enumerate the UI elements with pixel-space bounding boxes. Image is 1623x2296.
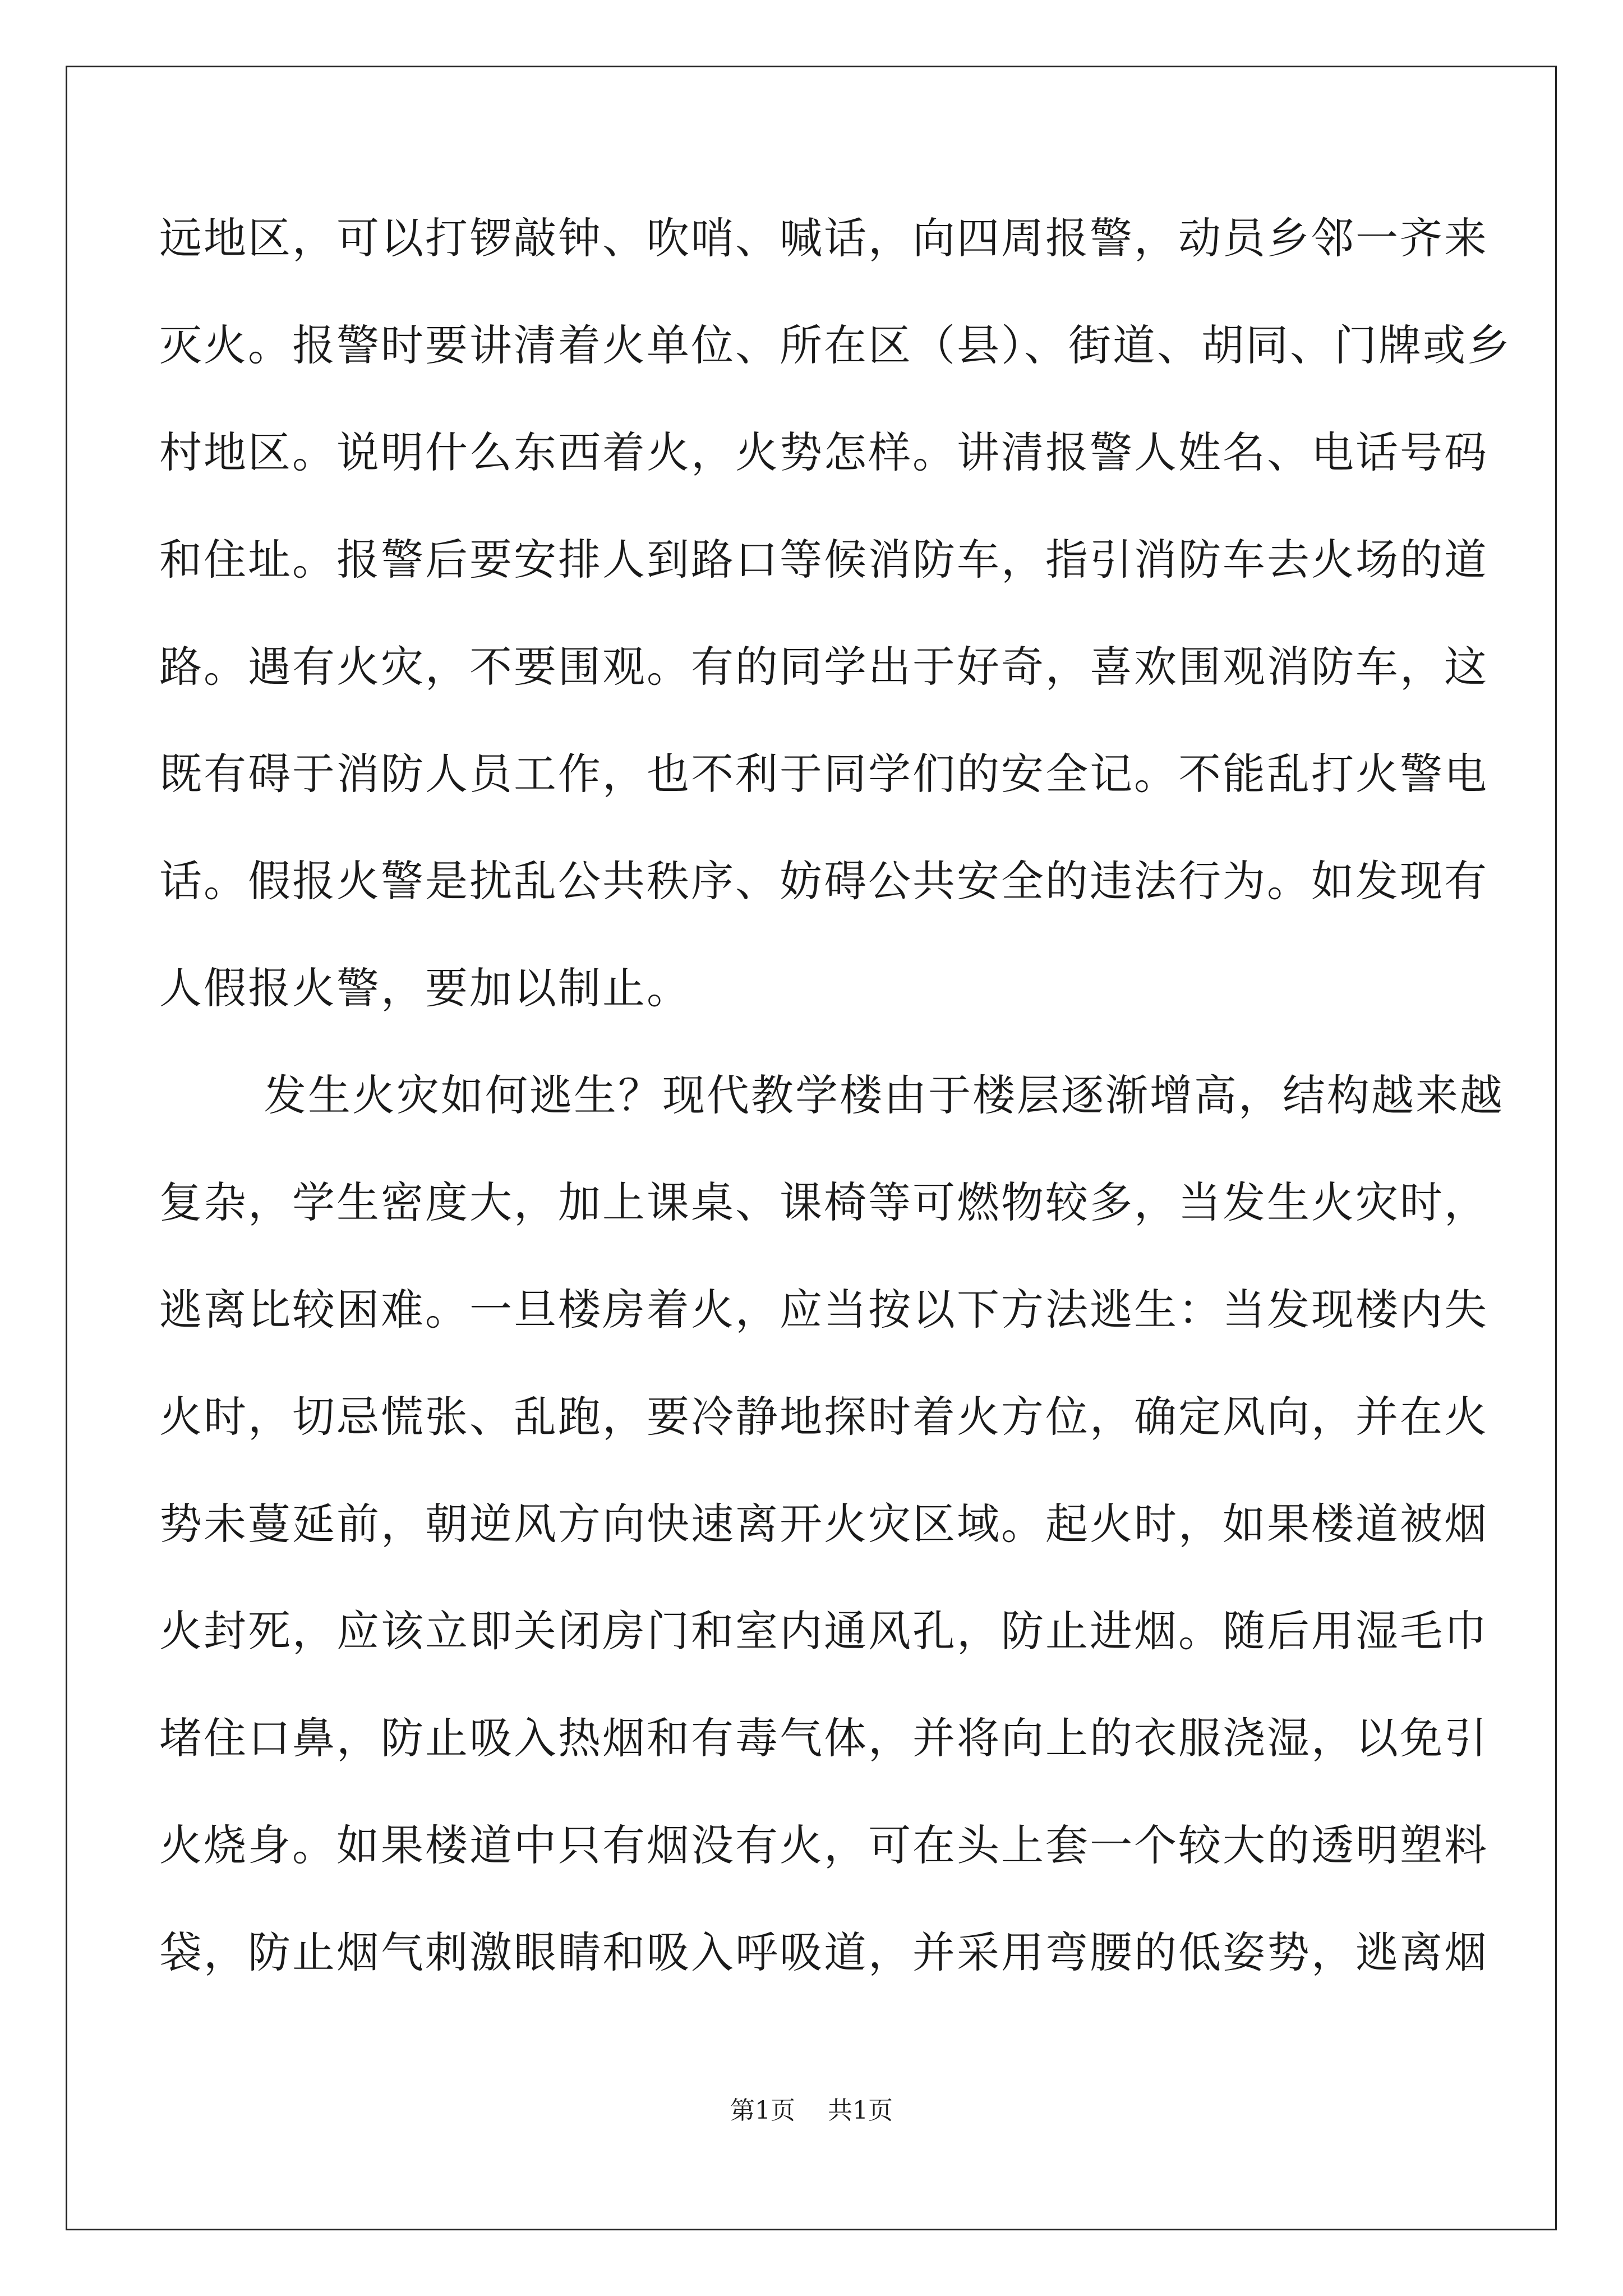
text-line: 火封死，应该立即关闭房门和室内通风孔，防止进烟。随后用湿毛巾 <box>159 1606 1488 1656</box>
document-body <box>159 210 1511 2032</box>
text-line: 和住址。报警后要安排人到路口等候消防车，指引消防车去火场的道 <box>159 535 1488 585</box>
text-line: 人假报火警，要加以制止。 <box>159 963 691 1013</box>
text-line: 逃离比较困难。一旦楼房着火，应当按以下方法逃生：当发现楼内失 <box>159 1285 1488 1335</box>
page-footer <box>0 2094 1623 2128</box>
text-line: 话。假报火警是扰乱公共秩序、妨碍公共安全的违法行为。如发现有 <box>159 856 1488 906</box>
text-line: 既有碍于消防人员工作，也不利于同学们的安全记。不能乱打火警电 <box>159 749 1488 799</box>
text-line: 灭火。报警时要讲清着火单位、所在区（县）、街道、胡同、门牌或乡 <box>159 320 1511 370</box>
page-total: 共1页 <box>828 2096 893 2125</box>
text-line: 复杂，学生密度大，加上课桌、课椅等可燃物较多，当发生火灾时， <box>159 1177 1488 1227</box>
text-line: 路。遇有火灾，不要围观。有的同学出于好奇，喜欢围观消防车，这 <box>159 642 1488 692</box>
text-line: 堵住口鼻，防止吸入热烟和有毒气体，并将向上的衣服浇湿，以免引 <box>159 1713 1488 1763</box>
text-line: 远地区，可以打锣敲钟、吹哨、喊话，向四周报警，动员乡邻一齐来 <box>159 213 1488 263</box>
text-line: 村地区。说明什么东西着火，火势怎样。讲清报警人姓名、电话号码 <box>159 427 1488 477</box>
text-line: 火烧身。如果楼道中只有烟没有火，可在头上套一个较大的透明塑料 <box>159 1820 1488 1870</box>
text-line: 发生火灾如何逃生？现代教学楼由于楼层逐渐增高，结构越来越 <box>264 1070 1504 1120</box>
page-number: 第1页 <box>730 2096 795 2125</box>
text-line: 势未蔓延前，朝逆风方向快速离开火灾区域。起火时，如果楼道被烟 <box>159 1499 1488 1549</box>
text-line: 火时，切忌慌张、乱跑，要冷静地探时着火方位，确定风向，并在火 <box>159 1392 1488 1442</box>
text-line: 袋，防止烟气刺激眼睛和吸入呼吸道，并采用弯腰的低姿势，逃离烟 <box>159 1927 1488 1977</box>
